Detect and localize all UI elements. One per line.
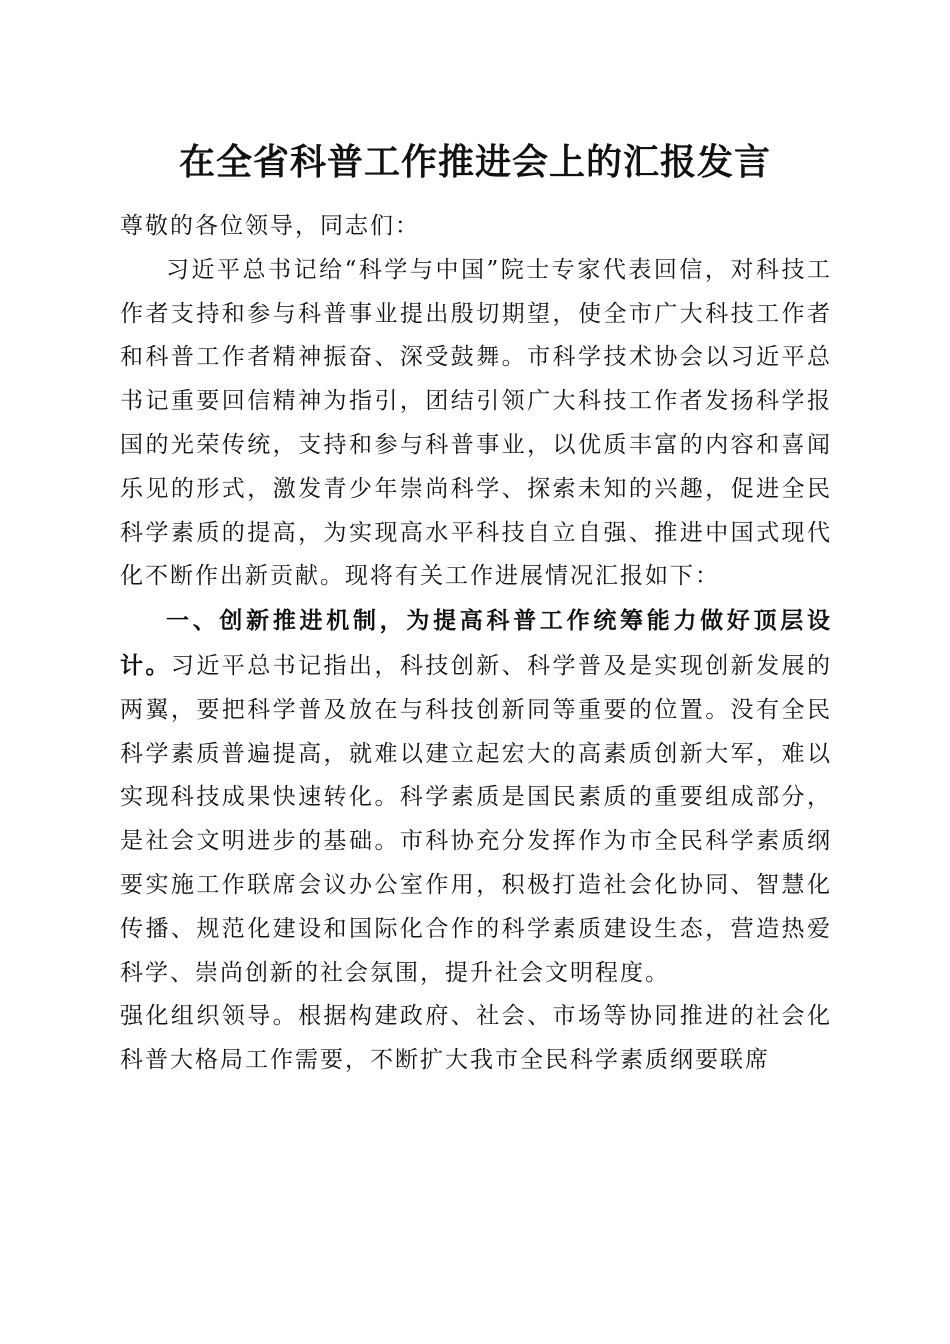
section-one-paragraph xyxy=(120,599,832,995)
organization-paragraph: 强化组织领导。根据构建政府、社会、市场等协同推进的社会化科普大格局工作需要，不断扩大我市全民科学素质纲要联席 xyxy=(120,1003,832,1074)
section-one-body: 习近平总书记指出，科技创新、科学普及是实现创新发展的两翼，要把科学普及放在与科技创新同等重要的位置。没有全民科学素质普遍提高，就难以建立起宏大的高素质创新大军，难以实现科技成果快速转化。科学素质是国民素质的重要组成部分，是社会文明进步的基础。市科协充分发挥作为市全民科学素质纲要实施工作联席会议办公室作用，积极打造社会化协同、智慧化传播、规范化建设和国际化合作的科学素质建设生态，营造热爱科学、崇尚创新的社会氛围，提升社会文明程度。 xyxy=(120,652,833,986)
salutation: 尊敬的各位领导，同志们： xyxy=(120,213,420,239)
intro-paragraph: 习近平总书记给“科学与中国”院士专家代表回信，对科技工作者支持和参与科普事业提出殷切期望，使全市广大科技工作者和科普工作者精神振奋、深受鼓舞。市科学技术协会以习近平总书记重要回信精神为指引，团结引领广大科技工作者发扬科学报国的光荣传统，支持和参与科普事业，以优质丰富的内容和喜闻乐见的形式，激发青少年崇尚科学、探索未知的兴趣，促进全民科学素质的提高，为实现高水平科技自立自强、推进中国式现代化不断作出新贡献。现将有关工作进展情况汇报如下： xyxy=(120,256,832,590)
section-one-heading: 一、创新推进机制，为提高科普工作统筹能力做好顶层设计。 xyxy=(120,607,832,679)
document-body xyxy=(120,205,832,1083)
document-title: 在全省科普工作推进会上的汇报发言 xyxy=(178,141,771,183)
